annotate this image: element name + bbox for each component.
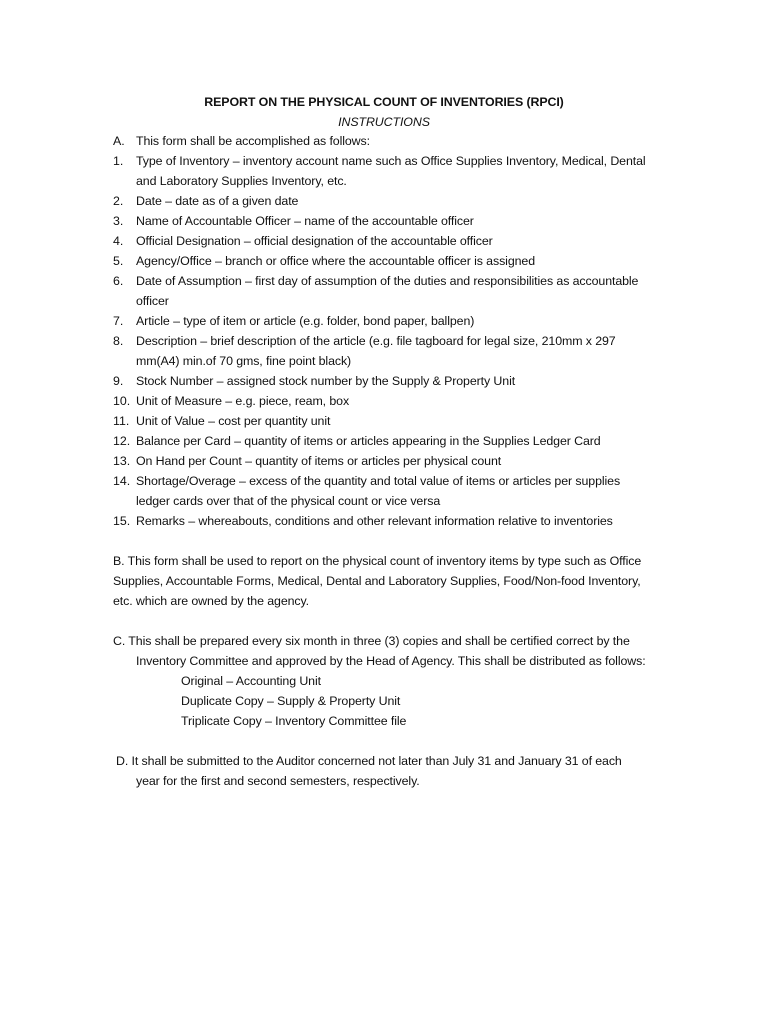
- list-item-number: 13.: [113, 454, 131, 468]
- list-item-number: 2.: [113, 194, 124, 208]
- list-item-text-continued: ledger cards over that of the physical count or vice versa: [136, 494, 441, 508]
- list-item-number: 14.: [113, 474, 131, 488]
- list-item-text: Article – type of item or article (e.g. folder, bond paper, ballpen): [136, 314, 475, 328]
- list-item-text: Description – brief description of the article (e.g. file tagboard for legal size, 210mm x 297: [136, 334, 616, 348]
- list-item-number: 10.: [113, 394, 131, 408]
- instructions-subtitle: INSTRUCTIONS: [338, 115, 430, 129]
- list-item-text-continued: officer: [136, 294, 169, 308]
- list-item-text: Balance per Card – quantity of items or articles appearing in the Supplies Ledger Card: [136, 434, 601, 448]
- list-item-text: Name of Accountable Officer – name of the accountable officer: [136, 214, 474, 228]
- copy-distribution-item: Triplicate Copy – Inventory Committee file: [181, 714, 407, 728]
- list-item-text: Agency/Office – branch or office where the accountable officer is assigned: [136, 254, 535, 268]
- list-item-number: 7.: [113, 314, 124, 328]
- list-item-text-continued: mm(A4) min.of 70 gms, fine point black): [136, 354, 352, 368]
- list-item-number: 9.: [113, 374, 124, 388]
- section-b-paragraph-line: Supplies, Accountable Forms, Medical, Dental and Laboratory Supplies, Food/Non-food Inventory,: [113, 574, 641, 588]
- list-item-text: Unit of Measure – e.g. piece, ream, box: [136, 394, 350, 408]
- section-c-paragraph-line: Inventory Committee and approved by the Head of Agency. This shall be distributed as follows:: [136, 654, 646, 668]
- copy-distribution-item: Duplicate Copy – Supply & Property Unit: [181, 694, 401, 708]
- list-item-text: Date of Assumption – first day of assumption of the duties and responsibilities as accountable: [136, 274, 639, 288]
- list-item-text-continued: and Laboratory Supplies Inventory, etc.: [136, 174, 347, 188]
- list-item-number: 6.: [113, 274, 124, 288]
- section-c-paragraph-line: C. This shall be prepared every six month in three (3) copies and shall be certified correct by the: [113, 634, 630, 648]
- list-item-number: 8.: [113, 334, 124, 348]
- section-a-letter: A.: [113, 134, 125, 148]
- list-item-text: On Hand per Count – quantity of items or articles per physical count: [136, 454, 502, 468]
- list-item-text: Unit of Value – cost per quantity unit: [136, 414, 331, 428]
- list-item-number: 11.: [113, 414, 130, 428]
- list-item-number: 12.: [113, 434, 131, 448]
- section-b-paragraph-line: B. This form shall be used to report on the physical count of inventory items by type such as Office: [113, 554, 642, 568]
- list-item-number: 15.: [113, 514, 131, 528]
- list-item-number: 4.: [113, 234, 124, 248]
- section-d-paragraph-line: year for the first and second semesters, respectively.: [136, 774, 420, 788]
- section-d-paragraph-line: D. It shall be submitted to the Auditor concerned not later than July 31 and January 31 of each: [116, 754, 622, 768]
- copy-distribution-item: Original – Accounting Unit: [181, 674, 321, 688]
- document-title: REPORT ON THE PHYSICAL COUNT OF INVENTORIES (RPCI): [204, 95, 564, 109]
- list-item-number: 3.: [113, 214, 124, 228]
- list-item-text: Type of Inventory – inventory account name such as Office Supplies Inventory, Medical, Dental: [136, 154, 646, 168]
- list-item-text: Shortage/Overage – excess of the quantity and total value of items or articles per supplies: [136, 474, 621, 488]
- list-item-text: Date – date as of a given date: [136, 194, 299, 208]
- section-a-heading: This form shall be accomplished as follows:: [136, 134, 370, 148]
- section-b-paragraph-line: etc. which are owned by the agency.: [113, 594, 310, 608]
- list-item-number: 5.: [113, 254, 124, 268]
- list-item-number: 1.: [113, 154, 124, 168]
- list-item-text: Remarks – whereabouts, conditions and other relevant information relative to inventories: [136, 514, 613, 528]
- list-item-text: Stock Number – assigned stock number by the Supply & Property Unit: [136, 374, 516, 388]
- list-item-text: Official Designation – official designation of the accountable officer: [136, 234, 493, 248]
